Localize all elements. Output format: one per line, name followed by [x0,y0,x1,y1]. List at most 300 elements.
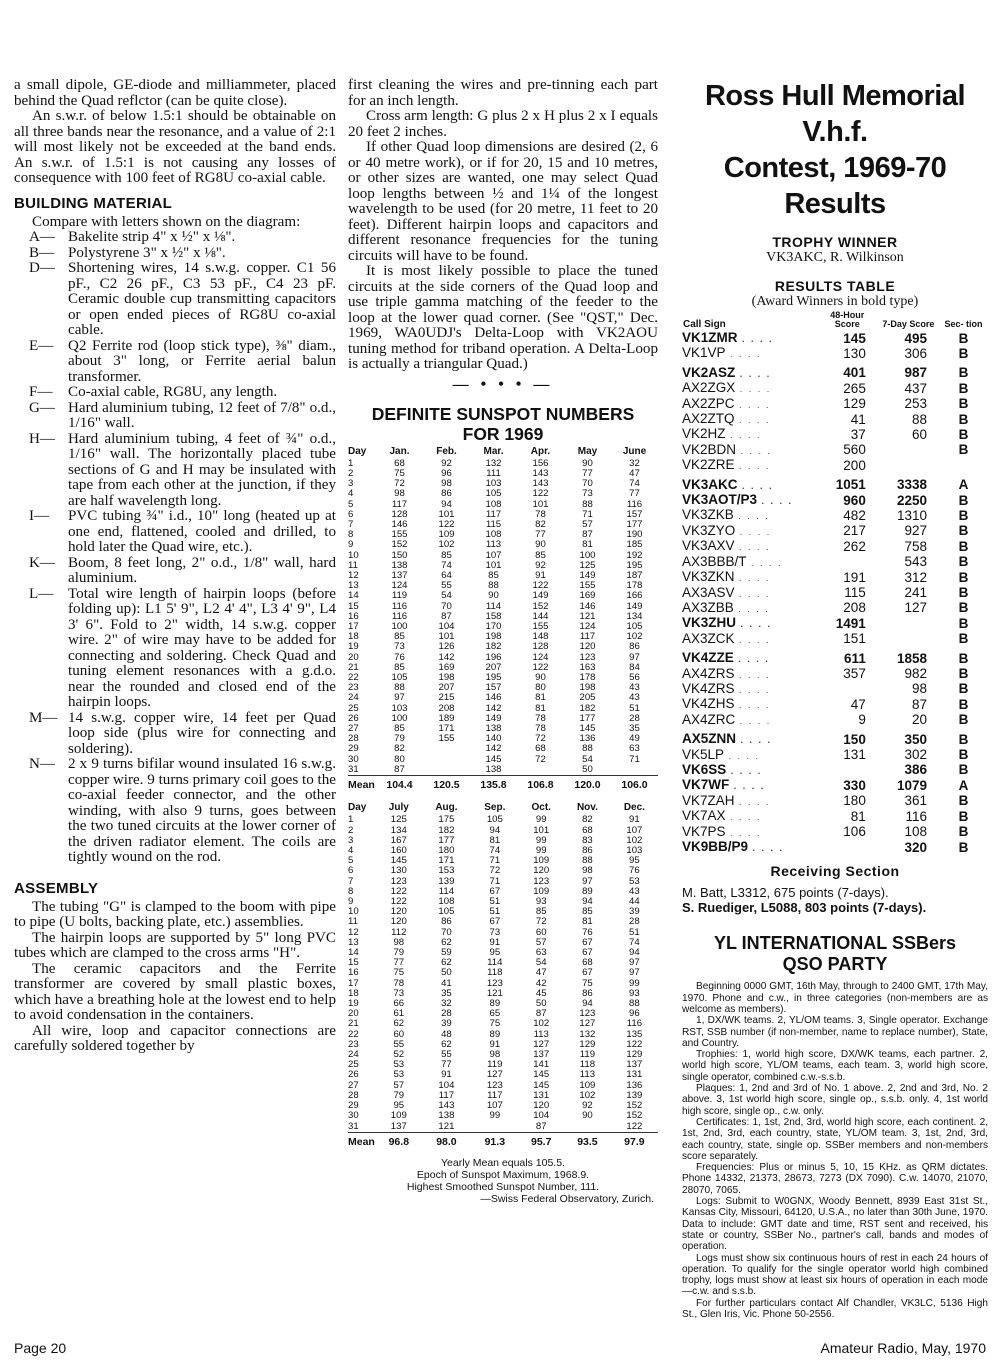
sunspot-value: 117 [391,498,408,510]
yl-paragraph: Frequencies: Plus or minus 5, 10, 15 KHz. as QRM dictates. Phone 14332, 21373, 28673, 7273 (DX 7090). C.w. 14070, 21070, 28070, 7065. [682,1162,988,1196]
table-row [682,493,988,508]
sunspot-value: 150 [391,549,408,561]
call-sign: VK1ZMR [682,330,738,345]
sunspot-value: 131 [533,1089,550,1101]
month-header: Oct. [531,802,551,814]
call-sign: AX5ZNN [682,731,737,747]
sunspot-value: 72 [535,733,546,745]
sunspot-value: 77 [629,488,640,500]
score-48-hour: 145 [843,330,866,346]
score-48-hour [817,763,878,778]
leader-dots: . . . . [746,557,783,568]
material-item [14,556,336,587]
day-cell: 11 [348,916,358,928]
mean-value: 106.8 [517,776,564,791]
sunspot-value: 139 [438,875,455,887]
section-cell: B [958,731,969,747]
sunspot-value: 155 [391,529,408,541]
section-cell: B [958,554,969,570]
sunspot-value: 108 [438,896,455,908]
leader-dots: . . . . [737,480,774,491]
material-item [14,509,336,556]
sunspot-value: 94 [441,498,452,510]
month-header: June [622,445,647,457]
paragraph: a small dipole, GE-diode and milliammeter, placed behind the Quad reflctor (can be quite close). [14,77,336,109]
call-sign-cell [682,331,817,346]
score-48-hour: 265 [843,380,866,396]
score-48-hour: 150 [843,731,866,747]
sunspot-value: 175 [438,814,455,826]
sunspot-value: 43 [629,692,640,704]
day-cell: 9 [348,539,354,551]
score-7-day: 495 [904,330,928,346]
score-48-hour: 131 [843,747,866,763]
column-middle [348,78,658,1205]
sunspot-value: 187 [626,569,643,581]
table-row [682,697,988,712]
sunspot-value: 98 [489,1049,501,1061]
day-cell: 2 [348,467,354,479]
month-header: Dec. [623,802,645,814]
day-cell: 16 [348,610,359,622]
call-sign-cell [682,632,817,647]
sunspot-value: 80 [394,753,405,765]
sunspot-value: 137 [533,1049,550,1061]
section-cell: B [958,538,969,554]
sunspot-value: 180 [438,845,455,857]
table-row [348,765,658,776]
leader-dots: . . . . [734,684,771,695]
sunspot-value: 55 [393,1038,405,1050]
sunspot-value: 95 [489,947,501,959]
score-7-day [878,632,939,647]
sunspot-value: 72 [535,916,547,928]
day-cell: 23 [348,1038,359,1050]
leader-dots: . . . . [734,588,771,599]
col-7-day: 7-Day Score [882,319,935,329]
sunspot-value: 78 [535,722,546,734]
sunspot-value: 72 [489,865,501,877]
sunspot-value: 142 [485,702,502,714]
score-48-hour: 191 [843,569,866,585]
sunspot-value: 50 [441,967,452,979]
material-item [14,432,336,510]
sunspot-value: 90 [535,539,546,551]
sunspot-value: 54 [441,590,452,602]
sunspot-value: 137 [391,569,408,581]
leader-dots: . . . . [735,526,772,537]
column-left [14,78,336,1055]
sunspot-value: 83 [582,834,593,846]
call-sign-cell [682,713,817,728]
sunspot-value: 138 [438,1110,455,1122]
score-48-hour: 200 [843,457,866,473]
paragraph: An s.w.r. of below 1.5:1 should be obtainable on all three bands near the resonance, and a value of 2:1 will most likely not be exceeded at the band ends. An s.w.r. of 1.5:1 is not causing any losses of consequence with 100 feet of RG8U co-axial cable. [14,108,336,186]
call-sign-cell [682,427,817,442]
sunspot-value: 95 [393,1100,405,1112]
sunspot-value: 114 [438,885,455,897]
score-48-hour: 129 [843,396,866,412]
mean-value: 98.0 [422,1132,472,1147]
score-7-day: 98 [911,681,928,697]
sunspot-value: 157 [485,682,502,694]
section-cell: B [958,615,969,631]
day-cell: 22 [348,1028,359,1040]
call-sign-cell [682,682,817,697]
day-cell: 7 [348,518,354,530]
day-cell: 20 [348,1008,359,1020]
sunspot-value: 137 [626,1059,643,1071]
sunspot-value: 92 [441,457,452,469]
call-sign: VK3AKC [682,476,738,492]
call-sign-cell [682,763,817,778]
sunspot-value: 86 [441,916,452,928]
sunspot-value: 99 [535,814,547,826]
sunspot-value [564,1122,611,1133]
sunspot-value: 155 [532,620,549,632]
sunspot-value: 57 [535,936,547,948]
sunspot-value: 136 [579,733,596,745]
table-row [348,1122,658,1133]
sunspot-value: 87 [394,763,405,775]
leader-dots: . . . . [733,511,770,522]
sunspot-value: 114 [485,600,502,612]
yl-paragraph: For further particulars contact Alf Chandler, VK3LC, 5136 High St., Glen Iris, Vic. Phone 50-2556. [682,1297,988,1321]
sunspot-value: 51 [629,702,640,714]
section-cell: B [958,345,969,361]
sunspot-value: 77 [393,957,405,969]
score-7-day: 108 [904,824,928,840]
sunspot-value: 196 [485,651,502,663]
yl-body [682,981,988,1320]
sunspot-value: 129 [626,1049,643,1061]
score-48-hour: 401 [843,365,866,381]
call-sign: AX4ZRC [682,711,736,727]
sunspot-value: 81 [489,834,501,846]
sunspot-value: 101 [533,824,550,836]
score-7-day: 88 [911,411,928,427]
sunspot-value: 98 [393,936,405,948]
day-cell: 15 [348,600,359,612]
section-cell: B [958,793,969,809]
month-header: Aug. [435,802,458,814]
day-cell: 6 [348,508,354,520]
sunspot-value: 152 [391,539,408,551]
section-cell: A [958,777,969,793]
leader-dots: . . . . [726,765,763,776]
sunspot-value: 143 [438,1100,455,1112]
material-item [14,757,336,866]
leader-dots: . . . . [734,415,771,426]
sunspot-value: 102 [626,834,643,846]
month-header: Sep. [484,802,506,814]
trophy-heading: TROPHY WINNER [772,234,898,250]
sunspot-value: 62 [441,936,452,948]
yl-title-line2: QSO PARTY [782,954,888,975]
call-sign: VK7AX [682,808,726,824]
material-item-text: Bakelite strip 4" x ½" x ⅛". [68,229,236,245]
sunspot-value: 102 [438,539,455,551]
sunspot-value: 60 [393,1028,405,1040]
sunspot-value: 123 [390,875,407,887]
sunspot-value: 95 [629,855,640,867]
contest-title-line1: Ross Hull Memorial V.h.f. [704,80,966,148]
sunspot-value: 74 [629,936,640,948]
material-item-text: Total wire length of hairpin loops (before folding up): L1 5' 9", L2 4' 4", L3 4' 9", L4 3' 6". Fold to 2" width, 14 s.w.g. copper wire. 2" of wire may have to be added for connecting and soldering. Check Quad and tuning element resonances with a g.d.o. near the rounded and closed end of the hairpin loops. [68,585,336,710]
table-row [682,728,988,747]
score-7-day: 302 [904,747,928,763]
material-item-text: PVC tubing ¾" i.d., 10" long (heated up at one end, flattened, cooled and drilled, to hold later the Quad wire, etc.). [68,508,336,555]
day-cell: 28 [348,733,359,745]
call-sign: AX3ZBB [682,599,734,615]
day-cell: 17 [348,977,359,989]
paragraph: Compare with letters shown on the diagram: [32,213,301,230]
call-sign: VK7WF [682,777,730,793]
sunspot-value: 109 [533,855,550,867]
sunspot-value: 131 [626,1069,643,1081]
sunspot-value: 169 [438,661,455,673]
sunspot-value: 103 [485,478,502,490]
paragraph: The tubing "G" is clamped to the boom with pipe to pipe (U bolts, backing plate, etc.) assemblies. [14,898,336,930]
sunspot-value: 207 [438,682,455,694]
material-item-text: 2 x 9 turns bifilar wound insulated 16 s.w.g. copper wire. 9 turns primary coil goes to the co-axial feeder connector, and the other winding, with also 9 turns, goes between the two tuned circuits at the lower corner of the driven radiator element. The coils are tightly wound on the rod. [68,756,336,865]
section-cell: B [958,585,969,600]
sunspot-value: 101 [485,559,502,571]
sunspot-value: 171 [438,855,455,867]
section-cell: B [958,507,969,523]
section-cell [939,458,988,473]
column-right [682,78,988,1320]
sunspot-value: 91 [441,1069,452,1081]
sunspot-value: 146 [391,518,408,530]
sunspot-value: 145 [390,855,407,867]
sunspot-value: 121 [438,1120,455,1132]
sunspot-value: 115 [485,518,502,530]
section-cell: B [958,411,969,427]
sunspot-value: 113 [579,1069,596,1081]
sunspot-value: 118 [579,1059,596,1071]
sunspot-value: 57 [582,518,593,530]
sunspot-value: 98 [441,478,452,490]
month-header: July [388,802,409,814]
sunspot-value: 158 [485,610,502,622]
sunspot-value: 171 [438,722,455,734]
score-48-hour: 81 [850,808,866,824]
sunspot-value [423,755,470,765]
sunspot-value: 152 [626,1100,643,1112]
sunspot-value: 107 [485,549,502,561]
paragraph: first cleaning the wires and pre-tinning each part for an inch length. [348,77,658,109]
score-7-day: 1079 [896,777,928,793]
sunspot-value: 79 [393,947,405,959]
material-item [14,339,336,386]
sunspot-value: 122 [626,1120,643,1132]
col-section: Sec- tion [944,319,983,329]
sunspot-value: 53 [629,875,640,887]
call-sign-cell [682,493,817,508]
table-row [682,713,988,728]
sunspot-value: 132 [485,457,502,469]
yl-paragraph: Trophies: 1, world high score, DX/WK teams, each partner. 2, world high score, YL/OM teams, each team. 3, world high score, single operator, combined c.w.-s.s.b. [682,1049,988,1083]
sunspot-value: 111 [486,467,501,479]
score-7-day [878,616,939,631]
section-cell: A [958,477,969,493]
sunspot-value: 124 [391,580,408,592]
table-row [682,601,988,616]
call-sign-cell [682,458,817,473]
yearly-mean: Yearly Mean equals 105.5. [441,1156,565,1169]
leader-dots: . . . . [734,461,771,472]
month-header: Jan. [389,445,410,457]
score-48-hour: 560 [843,442,866,458]
day-cell: 18 [348,987,359,999]
sunspot-value: 67 [489,916,501,928]
sunspot-value: 63 [629,743,640,755]
day-cell: 3 [348,478,354,490]
table-row [682,427,988,442]
score-48-hour [817,840,878,855]
sunspot-value: 89 [489,998,501,1010]
sunspot-value: 135 [626,1028,643,1040]
sunspot-value: 101 [532,498,549,510]
sunspot-value: 70 [441,600,452,612]
score-7-day: 927 [904,523,928,539]
leader-dots: . . . . [736,619,773,630]
sunspot-value: 126 [438,641,455,653]
sunspot-value: 99 [535,845,547,857]
sunspot-value: 109 [533,885,550,897]
score-7-day: 2250 [896,492,928,508]
results-heading: RESULTS TABLE [774,278,896,294]
score-7-day: 1858 [896,650,928,666]
sunspot-value: 91 [535,569,546,581]
sunspot-value: 86 [582,987,593,999]
sunspot-value: 64 [441,569,452,581]
day-cell: 24 [348,692,359,704]
score-7-day: 437 [904,380,928,396]
table-row [682,809,988,824]
sunspot-value: 166 [626,590,643,602]
sunspot-value: 78 [535,712,546,724]
leader-dots: . . . . [725,430,762,441]
section-cell: B [958,569,969,585]
sunspot-value: 182 [579,702,596,714]
call-sign-cell [682,809,817,824]
score-48-hour: 330 [843,777,866,793]
paragraph: It is most likely possible to place the tuned circuits at the side corners of the Quad loop and use triple gamma matching of the feeder to the loop at the lower quad corner. (See "QST," Dec. 1969, WA0UDJ's Delta-Loop with VK2AOU tuning method for triband operation. A Delta-Loop is actually a triangular Quad.) [348,263,658,372]
score-48-hour: 208 [843,600,866,616]
sunspot-value: 45 [535,987,547,999]
sunspot-value: 141 [533,1059,550,1071]
call-sign: VK2ASZ [682,364,736,380]
section-cell: B [958,808,969,824]
sunspot-value: 155 [579,580,596,592]
score-7-day: 127 [904,600,928,616]
score-7-day: 253 [904,396,928,412]
call-sign: VK3ZHU [682,615,737,631]
sunspot-value: 122 [390,885,407,897]
score-48-hour: 47 [850,696,866,712]
mean-value: 95.7 [518,1132,564,1147]
material-item-key: F— [29,384,53,400]
sunspot-value: 47 [629,467,640,479]
day-cell: 3 [348,834,354,846]
yl-paragraph: Plaques: 1, 2nd and 3rd of No. 1 above. 2, 2nd and 3rd, No. 2 above. 3, 1st world high score, single op., s.s.b. only. 4, 1st world high score, single op., c.w. only. [682,1083,988,1117]
leader-dots: . . . . [724,750,761,761]
section-cell: B [958,330,969,346]
sunspot-value: 88 [582,743,593,755]
section-cell: B [958,650,969,666]
sunspot-value: 99 [489,1110,501,1122]
sunspot-value: 215 [438,692,455,704]
day-header: Day [348,802,367,814]
sunspot-value: 185 [626,539,643,551]
sunspot-value: 85 [394,631,405,643]
sunspot-value: 35 [629,722,640,734]
call-sign: VK3ZKN [682,569,735,585]
sunspot-value: 85 [582,906,593,918]
sunspot-value: 109 [390,1110,407,1122]
call-sign: VK3AOT/P3 [682,492,758,508]
score-48-hour: 357 [843,666,866,682]
score-48-hour: 262 [843,538,866,554]
score-48-hour: 611 [844,650,866,666]
mean-value: 91.3 [471,1132,518,1147]
sunspot-value: 119 [391,590,408,602]
score-7-day [878,443,939,458]
table-row [682,539,988,554]
sunspot-value: 163 [579,661,596,673]
sunspot-value: 104 [533,1110,550,1122]
sunspot-title-line2: FOR 1969 [462,423,544,444]
sunspot-value: 98 [394,488,405,500]
score-7-day: 241 [904,585,928,600]
sunspot-value: 105 [486,814,503,826]
sunspot-value: 90 [488,590,499,602]
leader-dots: . . . . [748,843,785,853]
sunspot-value: 54 [535,957,547,969]
day-header: Day [348,445,367,457]
sunspot-value: 88 [488,580,499,592]
call-sign: AX4ZRS [682,665,735,681]
call-sign-cell [682,647,817,666]
sunspot-value: 107 [486,1100,503,1112]
score-7-day: 20 [911,712,928,728]
table-row [682,825,988,840]
sunspot-value: 143 [532,467,549,479]
mean-label: Mean [348,776,376,791]
sunspot-value: 89 [582,885,593,897]
sunspot-value: 51 [629,926,640,938]
call-sign: VK2BDN [682,441,737,457]
sunspot-value: 134 [626,610,643,622]
sunspot-value: 116 [391,610,408,622]
day-cell: 27 [348,722,359,734]
sunspot-value: 91 [629,814,640,826]
call-sign: AX3ASV [682,584,735,600]
call-sign: VK2HZ [682,426,726,442]
call-sign-cell [682,474,817,493]
sunspot-value [517,765,564,776]
sunspot-value: 90 [582,1110,593,1122]
sunspot-value: 118 [487,967,503,979]
call-sign-cell [682,555,817,570]
day-cell: 16 [348,967,359,979]
sunspot-value: 28 [629,712,640,724]
leader-dots: . . . . [757,496,794,507]
sunspot-value: 92 [535,559,546,571]
sunspot-value: 112 [391,926,407,938]
